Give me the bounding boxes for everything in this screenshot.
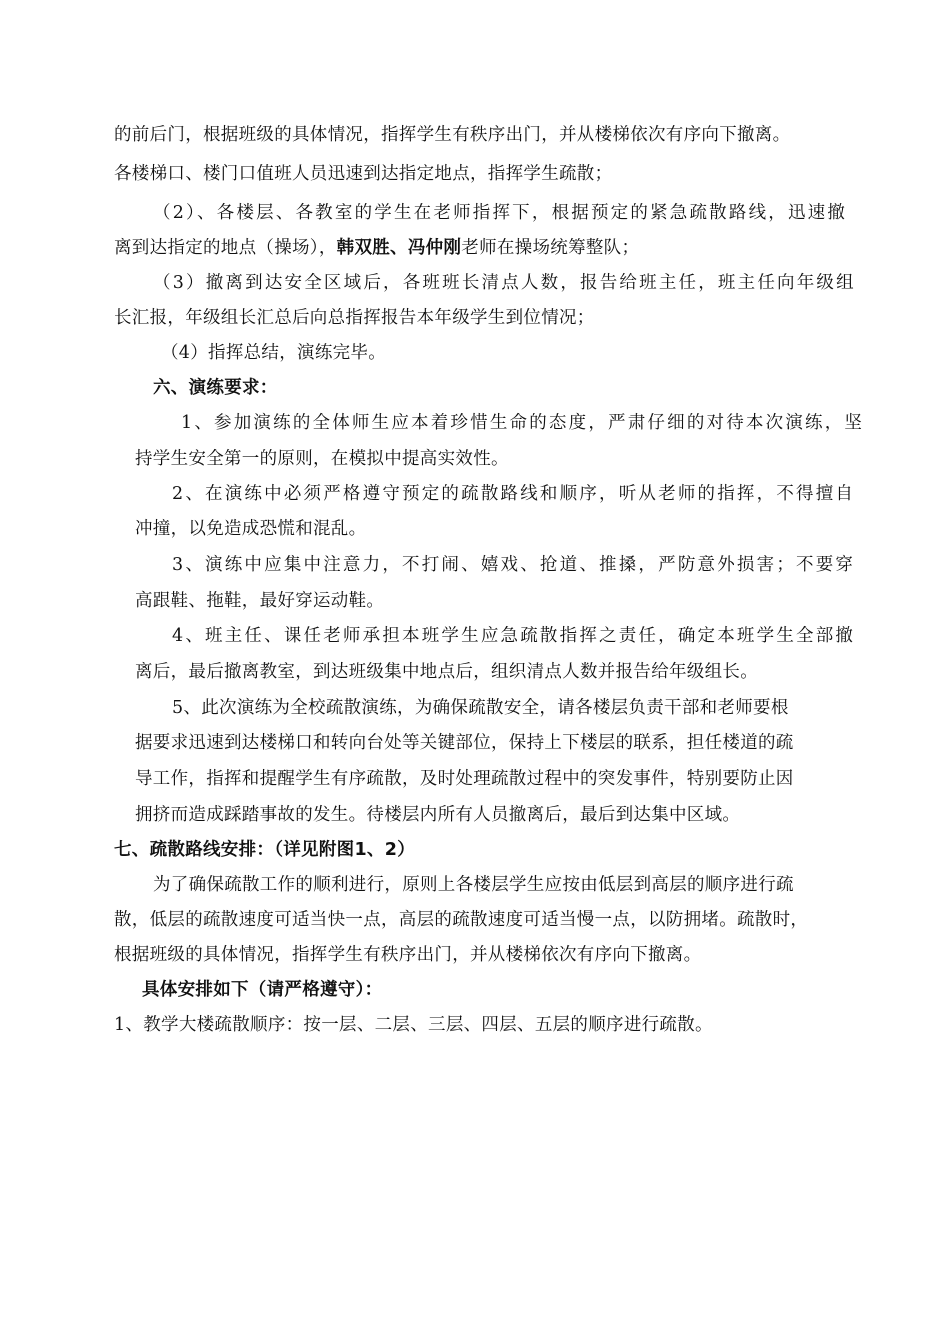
- text-segment: 离到达指定的地点（操场），: [114, 238, 337, 258]
- text-line: 1、教学大楼疏散顺序：按一层、二层、三层、四层、五层的顺序进行疏散。: [114, 1015, 713, 1035]
- text-line: 持学生安全第一的原则，在模拟中提高实效性。: [135, 449, 509, 469]
- text-line: 1、参加演练的全体师生应本着珍惜生命的态度，严肃仔细的对待本次演练，坚: [181, 413, 865, 433]
- text-line: （2）、各楼层、各教室的学生在老师指挥下，根据预定的紧急疏散路线，迅速撤: [153, 203, 848, 223]
- text-line: 长汇报，年级组长汇总后向总指挥报告本年级学生到位情况；: [114, 308, 595, 328]
- text-line: 为了确保疏散工作的顺利进行，原则上各楼层学生应按由低层到高层的顺序进行疏: [153, 875, 794, 895]
- text-line: 离后，最后撤离教室，到达班级集中地点后，组织清点人数并报告给年级组长。: [135, 662, 758, 682]
- text-line: [114, 236, 639, 260]
- text-line: 拥挤而造成踩踏事故的发生。待楼层内所有人员撤离后，最后到达集中区域。: [135, 805, 741, 825]
- text-line: （4）指挥总结，演练完毕。: [161, 343, 387, 363]
- text-line: 5、此次演练为全校疏散演练，为确保疏散安全，请各楼层负责干部和老师要根: [172, 698, 789, 718]
- text-line: 各楼梯口、楼门口值班人员迅速到达指定地点，指挥学生疏散；: [114, 164, 613, 184]
- text-line: 导工作，指挥和提醒学生有序疏散，及时处理疏散过程中的突发事件，特别要防止因: [135, 769, 794, 789]
- text-line: 散，低层的疏散速度可适当快一点，高层的疏散速度可适当慢一点，以防拥堵。疏散时，: [114, 910, 809, 930]
- text-line: 4、班主任、课任老师承担本班学生应急疏散指挥之责任，确定本班学生全部撤: [172, 626, 856, 646]
- section-heading-requirements: 六、演练要求：: [153, 378, 278, 398]
- teacher-names: 韩双胜、冯仲刚: [336, 238, 462, 258]
- text-line: 根据班级的具体情况，指挥学生有秩序出门，并从楼梯依次有序向下撤离。: [114, 945, 702, 965]
- text-line: （3）撤离到达安全区域后，各班班长清点人数，报告给班主任，班主任向年级组: [153, 273, 856, 293]
- text-line: 的前后门，根据班级的具体情况，指挥学生有秩序出门，并从楼梯依次有序向下撤离。: [114, 125, 791, 145]
- text-line: 冲撞，以免造成恐慌和混乱。: [135, 519, 367, 539]
- text-segment: 老师在操场统筹整队；: [461, 238, 640, 258]
- text-line: 高跟鞋、拖鞋，最好穿运动鞋。: [135, 591, 385, 611]
- text-line: 2、在演练中必须严格遵守预定的疏散路线和顺序，听从老师的指挥，不得擅自: [172, 484, 856, 504]
- text-line: 3、演练中应集中注意力，不打闹、嬉戏、抢道、推搡，严防意外损害；不要穿: [172, 555, 856, 575]
- text-line: 据要求迅速到达楼梯口和转向台处等关键部位，保持上下楼层的联系，担任楼道的疏: [135, 733, 794, 753]
- subheading-arrangement: 具体安排如下（请严格遵守）：: [142, 980, 383, 1000]
- section-heading-route: 七、疏散路线安排：（详见附图1、2）: [114, 840, 416, 860]
